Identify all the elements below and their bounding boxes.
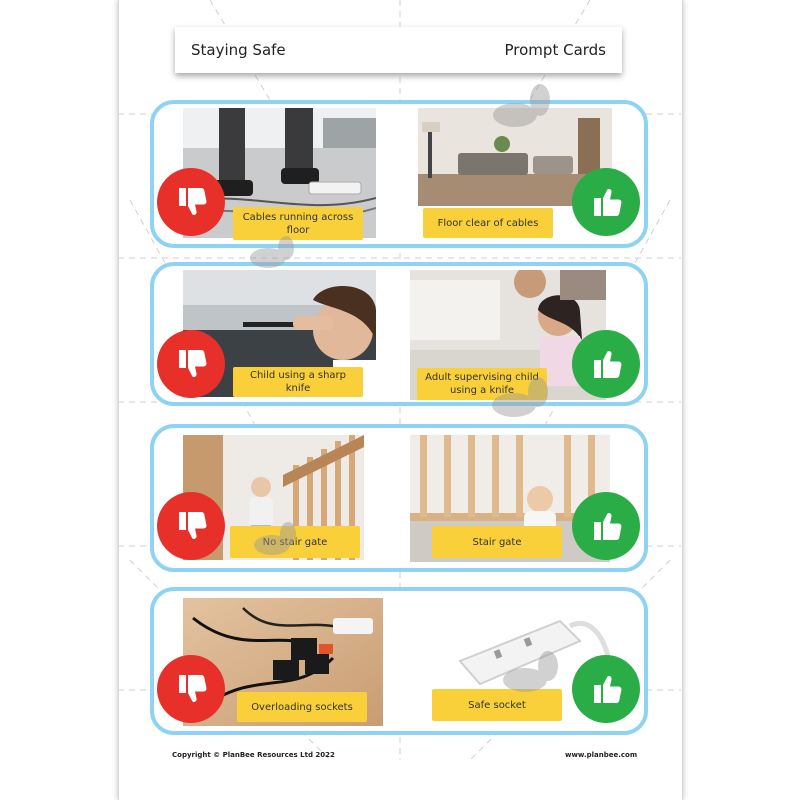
website-link[interactable]: www.planbee.com xyxy=(565,751,638,759)
page-title: Staying Safe xyxy=(191,41,286,59)
page-header xyxy=(175,27,622,73)
caption-safe-socket: Safe socket xyxy=(432,689,562,721)
caption-cables-across-floor: Cables running across floor xyxy=(233,207,363,240)
thumbs-down-icon xyxy=(157,330,225,398)
thumbs-up-icon xyxy=(572,330,640,398)
thumbs-up-icon xyxy=(572,168,640,236)
caption-stair-gate: Stair gate xyxy=(432,526,562,558)
page-subtitle: Prompt Cards xyxy=(504,41,606,59)
thumbs-down-icon xyxy=(157,655,225,723)
thumbs-up-icon xyxy=(572,655,640,723)
caption-no-stair-gate: No stair gate xyxy=(230,526,360,558)
caption-overloading-sockets: Overloading sockets xyxy=(237,692,367,722)
caption-adult-supervising: Adult supervising child using a knife xyxy=(417,368,547,400)
thumbs-down-icon xyxy=(157,492,225,560)
caption-child-sharp-knife: Child using a sharp knife xyxy=(233,367,363,397)
copyright-text: Copyright © PlanBee Resources Ltd 2022 xyxy=(172,751,335,759)
thumbs-down-icon xyxy=(157,168,225,236)
caption-floor-clear: Floor clear of cables xyxy=(423,208,553,238)
thumbs-up-icon xyxy=(572,492,640,560)
